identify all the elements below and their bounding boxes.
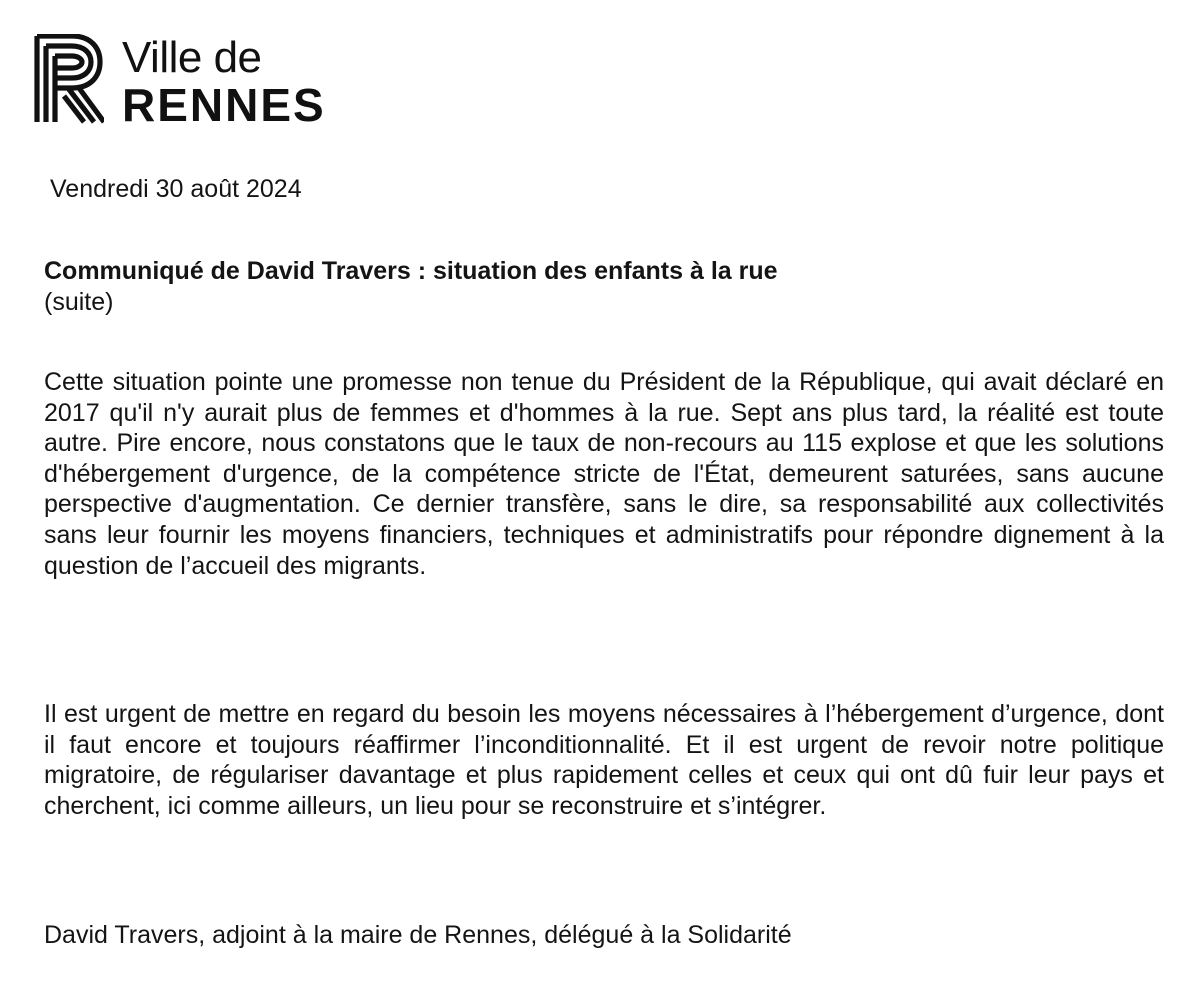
paragraph-2: Il est urgent de mettre en regard du besoin les moyens nécessaires à l’hébergement d’urgence, dont il faut encore et toujours réaffirmer l’inconditionnalité. Et il est urgent de revoir notre politique migratoire, de régulariser davantage et plus rapidement celles et ceux qui ont dû fuir leur pays et cherchent, ici comme ailleurs, un lieu pour se reconstruire et s’intégrer. <box>44 700 1164 820</box>
document-date: Vendredi 30 août 2024 <box>50 175 302 203</box>
logo-line-rennes: RENNES <box>122 79 326 131</box>
rennes-r-logo-icon <box>34 34 104 124</box>
logo-line-ville-de: Ville de <box>122 33 262 82</box>
paragraph-1: Cette situation pointe une promesse non tenue du Président de la République, qui avait déclaré en 2017 qu'il n'y aurait plus de femmes et d'hommes à la rue. Sept ans plus tard, la réalité est toute autre. Pire encore, nous constatons que le taux de non-recours au 115 explose et que les solutions d'hébergement d'urgence, de la compétence stricte de l'État, demeurent saturées, sans aucune perspective d'augmentation. Ce dernier transfère, sans le dire, sa responsabilité aux collectivités sans leur fournir les moyens financiers, techniques et administratifs pour répondre dignement à la question de l’accueil des migrants. <box>44 368 1164 580</box>
ville-de-rennes-logo <box>34 33 374 131</box>
document-title: Communiqué de David Travers : situation des enfants à la rue <box>44 257 778 285</box>
logo-wordmark <box>122 33 326 131</box>
document-title-block <box>44 256 1169 318</box>
document-subtitle: (suite) <box>44 288 114 316</box>
document-signature: David Travers, adjoint à la maire de Rennes, délégué à la Solidarité <box>44 921 792 949</box>
